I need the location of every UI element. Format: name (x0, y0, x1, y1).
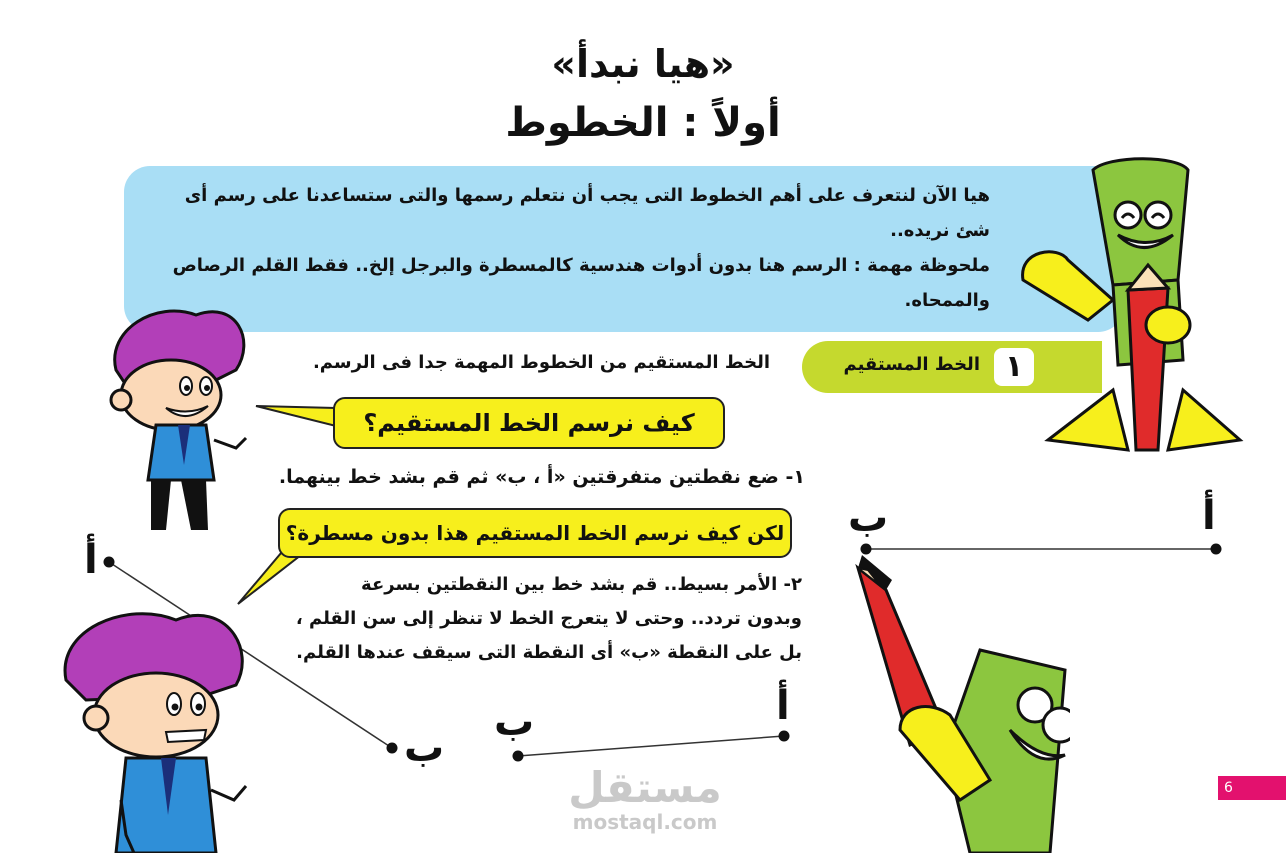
speech-bubble: لكن كيف نرسم الخط المستقيم هذا بدون مسطرة؟ (278, 508, 792, 558)
point-b (513, 751, 524, 762)
point-label-a: أ (1202, 493, 1216, 539)
intro-line: هيا الآن لنتعرف على أهم الخطوط التى يجب أن نتعلم رسمها والتى ستساعدنا على رسم أى شئ نريده.. (184, 185, 990, 241)
point-label-b: ب (404, 725, 445, 771)
point-label-b: ب (494, 699, 535, 745)
page-number: 6 (1218, 776, 1286, 800)
point-a (1211, 544, 1222, 555)
point-label-a: أ (776, 683, 790, 729)
mouth (166, 730, 206, 742)
section-heading: أولاً : الخطوط (505, 100, 781, 146)
pencil-mascot (1018, 150, 1248, 462)
boy-illustration (56, 600, 256, 853)
watermark-arabic: مستقل (568, 763, 722, 812)
boy-illustration (96, 300, 256, 540)
section-number: ١ (994, 348, 1034, 386)
pencil-mascot-drawing (850, 550, 1070, 853)
watermark-latin: mostaql.com (572, 810, 718, 834)
step-two-line: وبدون تردد.. وحتى لا يتعرج الخط لا تنظر إلى سن القلم ، (295, 608, 802, 629)
body-intro: الخط المستقيم من الخطوط المهمة جدا فى الرسم. (312, 352, 770, 373)
mascot-hand (1023, 252, 1113, 320)
mascot-foot (1168, 390, 1240, 450)
speech-bubble: كيف نرسم الخط المستقيم؟ (333, 397, 725, 449)
step-one: ١- ضع نقطتين متفرقتين «أ ، ب» ثم قم بشد خط بينهما. (278, 466, 805, 488)
ear (84, 706, 108, 730)
mascot-foot (1048, 390, 1128, 450)
point-a (104, 557, 115, 568)
watermark (560, 763, 730, 834)
point-b (387, 743, 398, 754)
step-two-line: بل على النقطة «ب» أى النقطة التى سيقف عندها القلم. (296, 642, 802, 663)
point-label-b: ب (848, 495, 889, 541)
point-a (779, 731, 790, 742)
page-title: «هيا نبدأ» (551, 42, 735, 86)
ear (111, 390, 131, 410)
slanted-line (518, 736, 784, 756)
section-label: الخط المستقيم (843, 354, 980, 375)
point-label-a: أ (84, 537, 98, 583)
intro-note: ملحوظة مهمة : الرسم هنا بدون أدوات هندسية كالمسطرة والبرجل إلخ.. فقط القلم الرصاص والممحاه. (172, 255, 990, 311)
step-two-line: ٢- الأمر بسيط.. قم بشد خط بين النقطتين بسرعة (361, 574, 802, 595)
